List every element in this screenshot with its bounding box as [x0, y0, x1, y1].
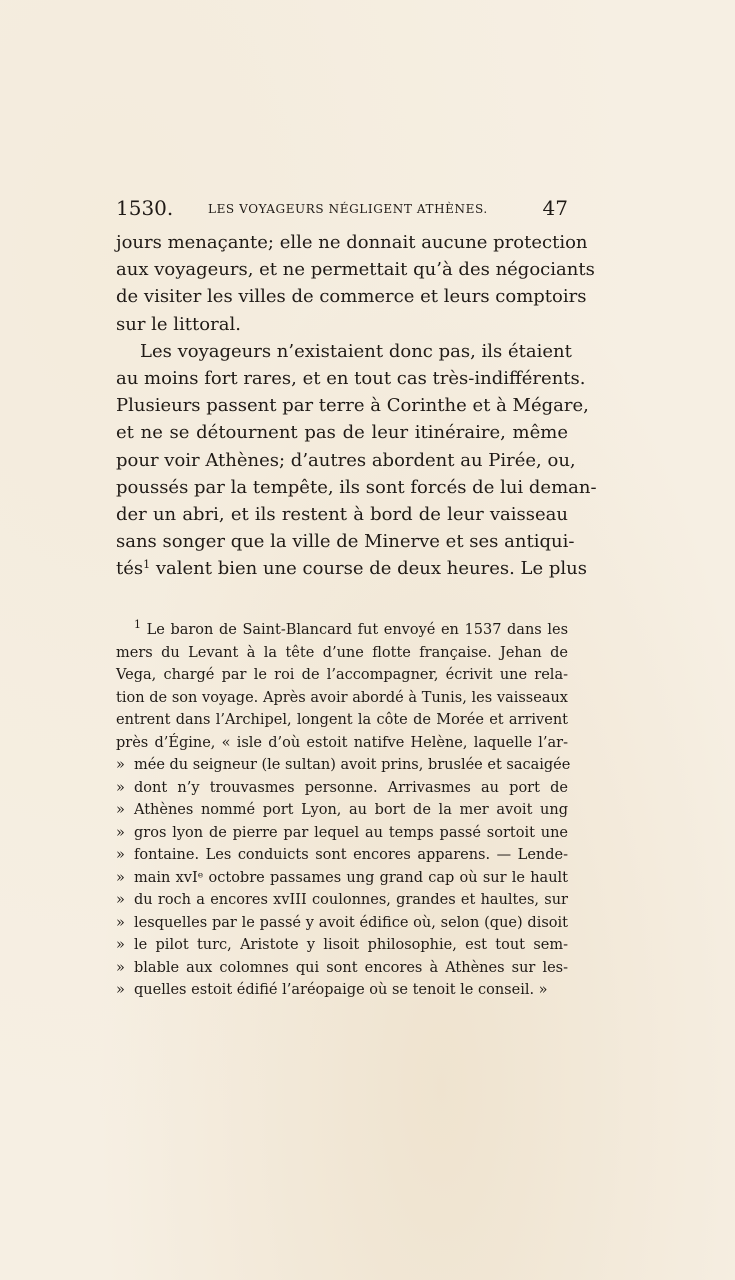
footnote-line: entrent dans l’Archipel, longent la côte de Morée et arrivent	[116, 712, 568, 728]
footnote-text: blable aux colomnes qui sont encores à Athènes sur les-	[134, 959, 568, 976]
footnote-text: Le baron de Saint-Blancard fut envoyé en 1537 dans les	[146, 622, 569, 638]
text-line: aux voyageurs, et ne permettait qu’à des négociants	[116, 259, 595, 281]
text-line: Les voyageurs n’existaient donc pas, ils étaient	[140, 340, 572, 362]
page-header	[116, 196, 568, 220]
footnote-quoted-line	[116, 889, 568, 912]
footnote-text: le pilot turc, Aristote y lisoit philosophie, est tout sem-	[134, 937, 568, 953]
footnote-quoted-line	[116, 799, 568, 822]
footnote-quoted-line	[116, 822, 568, 845]
text-line: poussés par la tempête, ils sont forcés de lui deman-	[116, 476, 597, 498]
text-line: sans songer que la ville de Minerve et ses antiqui-	[116, 531, 575, 553]
footnote-text: quelles estoit édifié l’aréopaige où se tenoit le conseil. »	[134, 982, 548, 998]
footnote-quoted-line	[116, 934, 568, 957]
quote-marker: »	[116, 824, 125, 841]
footnote-text: mée du seigneur (le sultan) avoit prins, bruslée et sacaigée	[134, 757, 571, 773]
footnote-text: fontaine. Les conduicts sont encores apparens. — Lende-	[134, 847, 568, 863]
text-line: der un abri, et ils restent à bord de leur vaisseau	[116, 503, 568, 525]
text-fragment: tés	[116, 558, 144, 580]
footnote-line: près d’Égine, « isle d’où estoit natifve Helène, laquelle l’ar-	[116, 734, 568, 751]
footnote-text: du roch a encores xvIII coulonnes, grandes et haultes, sur	[134, 892, 568, 908]
footnote-text: Athènes nommé port Lyon, au bort de la mer avoit ung	[134, 802, 568, 818]
text-line: et ne se détournent pas de leur itinéraire, même	[116, 422, 568, 444]
footnote-mark: 1	[134, 618, 141, 631]
footnote-text: gros lyon de pierre par lequel au temps passé sortoit une	[134, 824, 568, 841]
quote-marker: »	[116, 982, 125, 998]
text-line: au moins fort rares, et en tout cas très-indifférents.	[116, 367, 586, 389]
quote-marker: »	[116, 869, 125, 886]
footnote-quoted-line	[116, 754, 571, 777]
quote-marker: »	[116, 892, 125, 908]
footnote-line: mers du Levant à la tête d’une flotte française. Jehan de	[116, 644, 568, 661]
running-title: LES VOYAGEURS NÉGLIGENT ATHÈNES.	[208, 202, 488, 216]
text-line-with-footnote-mark	[116, 555, 587, 582]
text-fragment: valent bien une course de deux heures. Le plus	[150, 558, 587, 580]
text-line: de visiter les villes de commerce et leurs comptoirs	[116, 286, 587, 308]
main-text	[116, 229, 597, 582]
text-line: sur le littoral.	[116, 313, 241, 335]
footnote-reference[interactable]: 1	[143, 558, 151, 572]
footnote-line	[116, 619, 568, 642]
text-line: jours menaçante; elle ne donnait aucune protection	[116, 232, 588, 253]
quote-marker: »	[116, 937, 125, 953]
footnote-quoted-line	[116, 867, 568, 890]
footnote-line: tion de son voyage. Après avoir abordé à Tunis, les vaisseaux	[116, 689, 568, 706]
footnote-quoted-line	[116, 777, 568, 800]
quote-marker: »	[116, 757, 125, 773]
header-year: 1530.	[116, 196, 174, 220]
quote-marker: »	[116, 802, 125, 818]
footnote-text: dont n’y trouvasmes personne. Arrivasmes au port de	[134, 779, 568, 796]
footnote-quoted-line	[116, 957, 568, 980]
footnote-quoted-line	[116, 912, 568, 935]
quote-marker: »	[116, 914, 125, 931]
quote-marker: »	[116, 779, 125, 796]
text-line: Plusieurs passent par terre à Corinthe et à Mégare,	[116, 395, 589, 417]
quote-marker: »	[116, 959, 125, 976]
footnote	[116, 618, 571, 1002]
quote-marker: »	[116, 847, 125, 863]
footnote-line: Vega, chargé par le roi de l’accompagner, écrivit une rela-	[116, 667, 568, 683]
page-number: 47	[542, 196, 568, 220]
footnote-quoted-line	[116, 844, 568, 867]
footnote-text: main xvIᵉ octobre passames ung grand cap où sur le hault	[134, 869, 568, 886]
footnote-text: lesquelles par le passé y avoit édifice où, selon (que) disoit	[134, 914, 568, 931]
footnote-quoted-line	[116, 979, 568, 1002]
text-line: pour voir Athènes; d’autres abordent au Pirée, ou,	[116, 449, 576, 471]
